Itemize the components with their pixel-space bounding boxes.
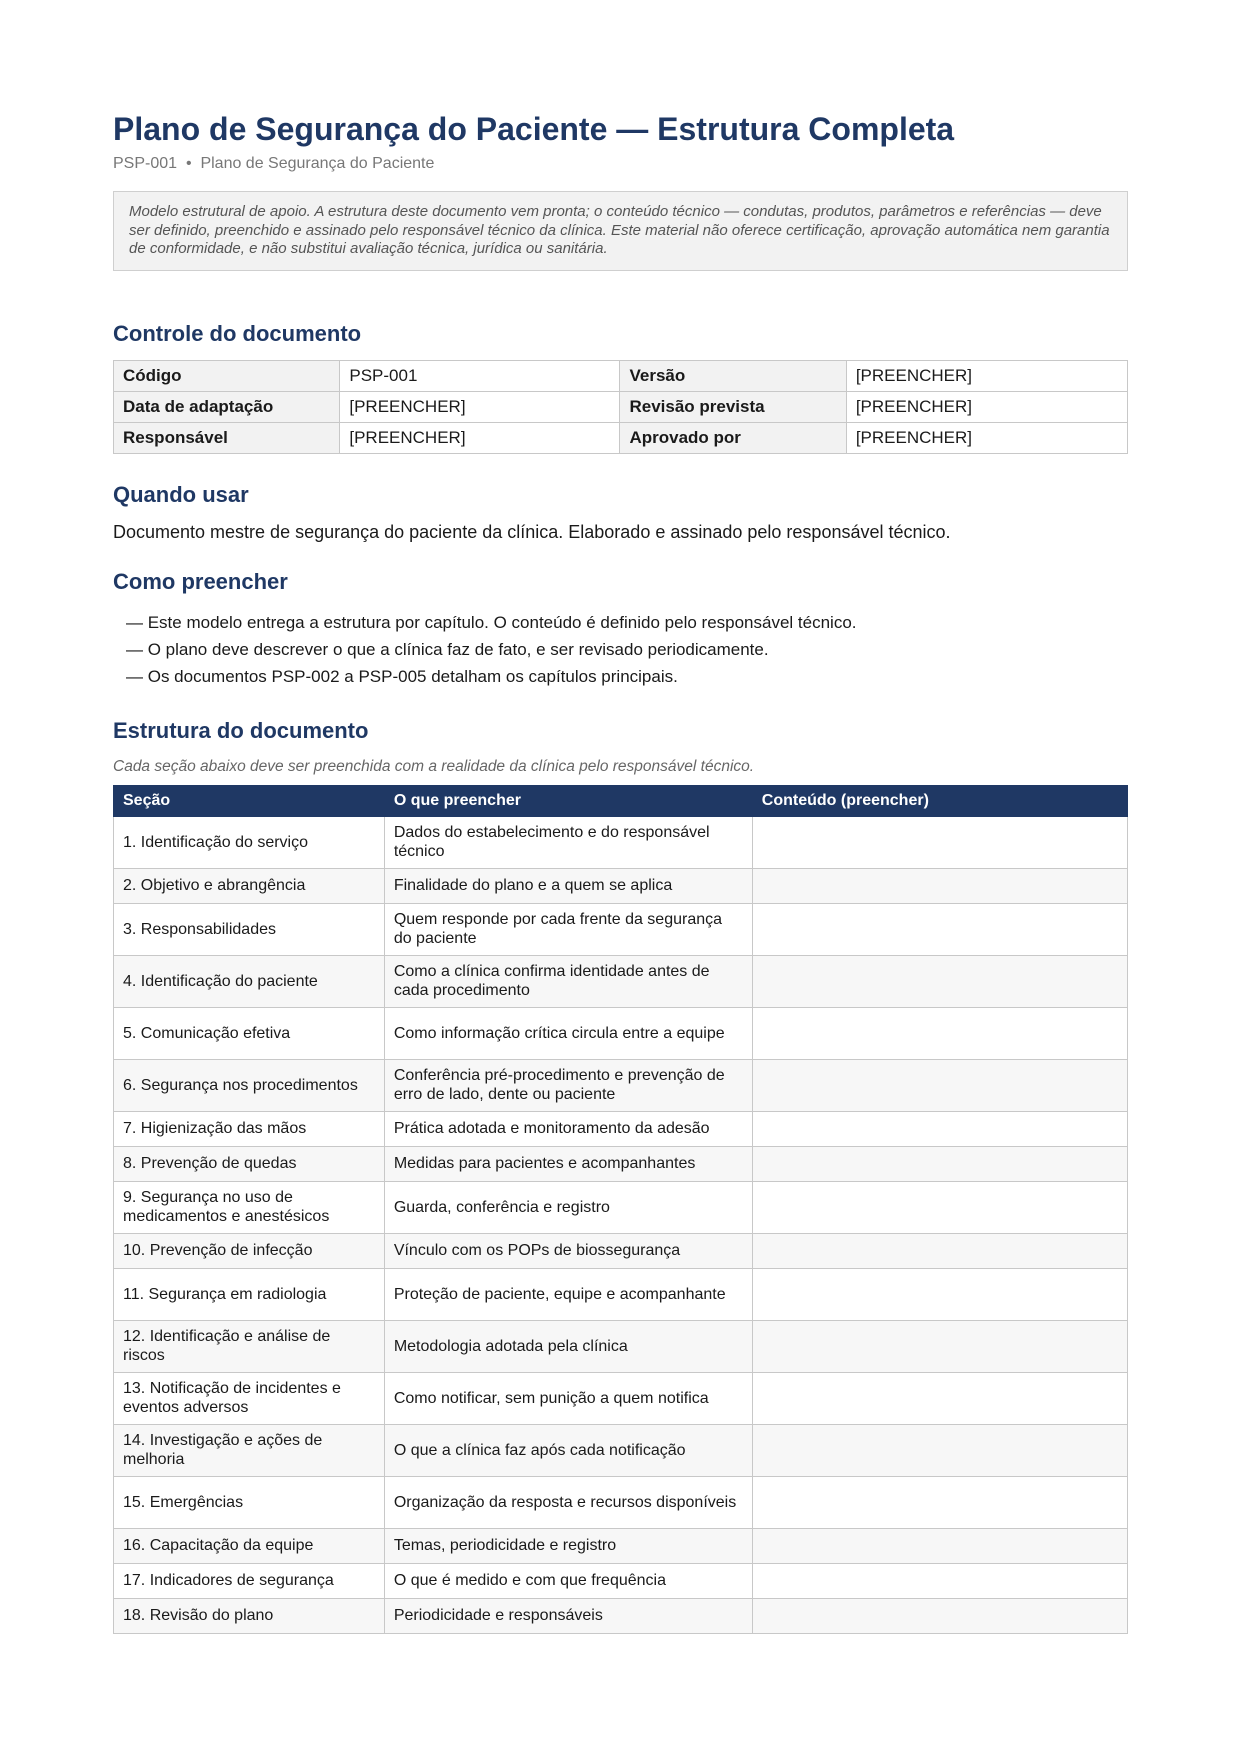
table-row — [114, 1424, 1128, 1476]
section-cell: 2. Objetivo e abrangência — [114, 868, 385, 903]
section-heading-controle: Controle do documento — [113, 320, 362, 346]
section-heading-quando-usar: Quando usar — [113, 481, 249, 507]
what-to-fill-cell: Guarda, conferência e registro — [384, 1181, 752, 1233]
section-cell: 11. Segurança em radiologia — [114, 1268, 385, 1320]
section-cell: 8. Prevenção de quedas — [114, 1146, 385, 1181]
instruction-item: — O plano deve descrever o que a clínica faz de fato, e ser revisado periodicamente. — [126, 639, 769, 659]
section-cell: 17. Indicadores de segurança — [114, 1563, 385, 1598]
control-value[interactable]: [PREENCHER] — [846, 391, 1127, 422]
control-label: Data de adaptação — [114, 391, 340, 422]
control-value[interactable]: [PREENCHER] — [340, 391, 620, 422]
section-cell: 7. Higienização das mãos — [114, 1111, 385, 1146]
section-cell: 12. Identificação e análise de riscos — [114, 1320, 385, 1372]
structure-table — [113, 785, 1128, 1634]
instruction-item: — Este modelo entrega a estrutura por capítulo. O conteúdo é definido pelo responsável técnico. — [126, 612, 857, 632]
section-heading-como-preencher: Como preencher — [113, 568, 288, 594]
control-label: Aprovado por — [620, 422, 846, 453]
section-cell: 6. Segurança nos procedimentos — [114, 1059, 385, 1111]
section-cell: 16. Capacitação da equipe — [114, 1528, 385, 1563]
content-cell[interactable] — [752, 1598, 1127, 1633]
document-subtitle — [113, 155, 1128, 173]
what-to-fill-cell: Metodologia adotada pela clínica — [384, 1320, 752, 1372]
instructions-list — [113, 609, 1128, 690]
content-cell[interactable] — [752, 1146, 1127, 1181]
section-cell: 15. Emergências — [114, 1476, 385, 1528]
what-to-fill-cell: Vínculo com os POPs de biossegurança — [384, 1233, 752, 1268]
section-cell: 18. Revisão do plano — [114, 1598, 385, 1633]
what-to-fill-cell: Como notificar, sem punição a quem notifica — [384, 1372, 752, 1424]
content-cell[interactable] — [752, 1320, 1127, 1372]
content-cell[interactable] — [752, 1528, 1127, 1563]
table-row — [114, 1181, 1128, 1233]
column-header-o-que-preencher: O que preencher — [384, 785, 752, 816]
what-to-fill-cell: O que a clínica faz após cada notificação — [384, 1424, 752, 1476]
disclaimer-box: Modelo estrutural de apoio. A estrutura deste documento vem pronta; o conteúdo técnico — condutas, produtos, parâmetros e referências — deve ser definido, preenchido e assinado pelo responsável técnico da clínica. Este material não oferece certificação, aprovação automática nem garantia de conformidade, e não substitui avaliação técnica, jurídica ou sanitária. — [113, 191, 1128, 271]
content-cell[interactable] — [752, 955, 1127, 1007]
estrutura-note: Cada seção abaixo deve ser preenchida com a realidade da clínica pelo responsável técnico. — [113, 757, 755, 775]
section-cell: 14. Investigação e ações de melhoria — [114, 1424, 385, 1476]
control-row — [114, 360, 1128, 391]
control-row — [114, 422, 1128, 453]
control-label: Revisão prevista — [620, 391, 846, 422]
control-label: Versão — [620, 360, 846, 391]
content-cell[interactable] — [752, 1111, 1127, 1146]
content-cell[interactable] — [752, 868, 1127, 903]
control-label: Responsável — [114, 422, 340, 453]
what-to-fill-cell: Temas, periodicidade e registro — [384, 1528, 752, 1563]
section-cell: 5. Comunicação efetiva — [114, 1007, 385, 1059]
content-cell[interactable] — [752, 1233, 1127, 1268]
subtitle-separator: • — [185, 155, 192, 173]
section-cell: 4. Identificação do paciente — [114, 955, 385, 1007]
control-row — [114, 391, 1128, 422]
content-cell[interactable] — [752, 1007, 1127, 1059]
what-to-fill-cell: Proteção de paciente, equipe e acompanhante — [384, 1268, 752, 1320]
content-cell[interactable] — [752, 1181, 1127, 1233]
content-cell[interactable] — [752, 903, 1127, 955]
table-row — [114, 1233, 1128, 1268]
table-row — [114, 1563, 1128, 1598]
table-row — [114, 1268, 1128, 1320]
what-to-fill-cell: Periodicidade e responsáveis — [384, 1598, 752, 1633]
section-cell: 13. Notificação de incidentes e eventos adversos — [114, 1372, 385, 1424]
column-header-secao: Seção — [114, 785, 385, 816]
control-value[interactable]: PSP-001 — [340, 360, 620, 391]
what-to-fill-cell: Conferência pré-procedimento e prevenção de erro de lado, dente ou paciente — [384, 1059, 752, 1111]
content-cell[interactable] — [752, 816, 1127, 868]
section-cell: 3. Responsabilidades — [114, 903, 385, 955]
document-code: PSP-001 — [113, 155, 178, 173]
content-cell[interactable] — [752, 1476, 1127, 1528]
column-header-conteudo: Conteúdo (preencher) — [752, 785, 1127, 816]
section-cell: 1. Identificação do serviço — [114, 816, 385, 868]
section-heading-estrutura: Estrutura do documento — [113, 717, 369, 743]
content-cell[interactable] — [752, 1059, 1127, 1111]
table-row — [114, 816, 1128, 868]
what-to-fill-cell: Prática adotada e monitoramento da adesão — [384, 1111, 752, 1146]
table-row — [114, 1598, 1128, 1633]
table-row — [114, 1372, 1128, 1424]
what-to-fill-cell: Organização da resposta e recursos disponíveis — [384, 1476, 752, 1528]
what-to-fill-cell: Como a clínica confirma identidade antes de cada procedimento — [384, 955, 752, 1007]
what-to-fill-cell: O que é medido e com que frequência — [384, 1563, 752, 1598]
table-row — [114, 903, 1128, 955]
table-row — [114, 1059, 1128, 1111]
table-row — [114, 1528, 1128, 1563]
section-cell: 9. Segurança no uso de medicamentos e anestésicos — [114, 1181, 385, 1233]
what-to-fill-cell: Finalidade do plano e a quem se aplica — [384, 868, 752, 903]
content-cell[interactable] — [752, 1372, 1127, 1424]
what-to-fill-cell: Quem responde por cada frente da segurança do paciente — [384, 903, 752, 955]
instruction-item: — Os documentos PSP-002 a PSP-005 detalham os capítulos principais. — [126, 666, 678, 686]
table-row — [114, 1007, 1128, 1059]
table-row — [114, 868, 1128, 903]
content-cell[interactable] — [752, 1563, 1127, 1598]
what-to-fill-cell: Medidas para pacientes e acompanhantes — [384, 1146, 752, 1181]
page-title: Plano de Segurança do Paciente — Estrutura Completa — [113, 111, 955, 147]
table-row — [114, 1146, 1128, 1181]
control-table — [113, 360, 1128, 454]
control-value[interactable]: [PREENCHER] — [846, 422, 1127, 453]
control-label: Código — [114, 360, 340, 391]
table-row — [114, 1111, 1128, 1146]
table-row — [114, 1476, 1128, 1528]
content-cell[interactable] — [752, 1424, 1127, 1476]
what-to-fill-cell: Como informação crítica circula entre a equipe — [384, 1007, 752, 1059]
what-to-fill-cell: Dados do estabelecimento e do responsável técnico — [384, 816, 752, 868]
document-name: Plano de Segurança do Paciente — [200, 155, 435, 173]
structure-table-header — [114, 785, 1128, 816]
control-value[interactable]: [PREENCHER] — [846, 360, 1127, 391]
control-value[interactable]: [PREENCHER] — [340, 422, 620, 453]
section-cell: 10. Prevenção de infecção — [114, 1233, 385, 1268]
table-row — [114, 1320, 1128, 1372]
quando-usar-text: Documento mestre de segurança do paciente da clínica. Elaborado e assinado pelo responsável técnico. — [113, 521, 951, 542]
content-cell[interactable] — [752, 1268, 1127, 1320]
table-row — [114, 955, 1128, 1007]
